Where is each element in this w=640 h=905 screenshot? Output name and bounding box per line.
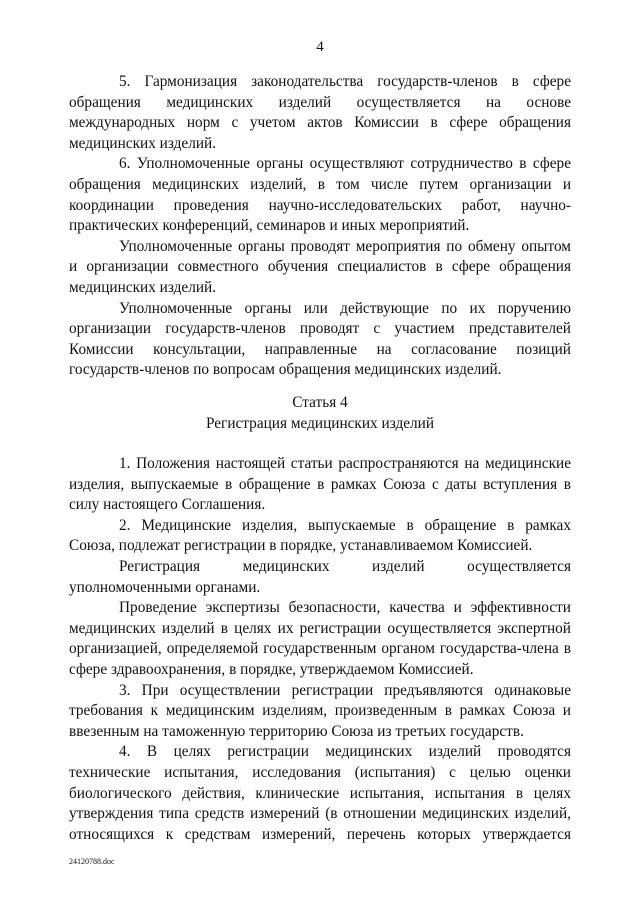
paragraph-experience-exchange: Уполномоченные органы проводят мероприятия по обмену опытом и организации совместного обучения специалистов в сфере обращения медицинских изделий.	[69, 237, 571, 296]
paragraph-item-5: 5. Гармонизация законодательства государств-членов в сфере обращения медицинских изделий осуществляется на основе международных норм с учетом актов Комиссии в сфере обращения медицинских изделий.	[69, 73, 571, 152]
paragraph-item-1: 1. Положения настоящей статьи распространяются на медицинские изделия, выпускаемые в обращение в рамках Союза с даты вступления в силу настоящего Соглашения.	[69, 455, 571, 514]
page-number: 4	[316, 39, 324, 55]
paragraph-item-4: 4. В целях регистрации медицинских изделий проводятся технические испытания, исследования (испытания) с целью оценки биологического действия, клинические испытания, испытания в целях утверждения типа средств измерений (в отношении медицинских изделий, относящихся к средствам измерений, перечень которых утверждается	[69, 743, 571, 843]
paragraph-registration-authority: Регистрация медицинских изделий осуществляется уполномоченными органами.	[69, 558, 571, 596]
paragraph-item-3: 3. При осуществлении регистрации предъявляются одинаковые требования к медицинским изделиям, произведенным в рамках Союза и ввезенным на таможенную территорию Союза из третьих государств.	[69, 681, 571, 740]
paragraph-expertise: Проведение экспертизы безопасности, качества и эффективности медицинских изделий в целях их регистрации осуществляется экспертной организацией, определяемой государственным органом государства-члена в сфере здравоохранения, в порядке, утверждаемом Комиссией.	[69, 599, 571, 679]
paragraph-item-6: 6. Уполномоченные органы осуществляют сотрудничество в сфере обращения медицинских изделий, в том числе путем организации и координации проведения научно-исследовательских работ, научно-практических конференций, семинаров и иных мероприятий.	[69, 155, 571, 235]
paragraph-consultations: Уполномоченные органы или действующие по их поручению организации государств-членов проводят с участием представителей Комиссии консультации, направленные на согласование позиций государств-членов по вопросам обращения медицинских изделий.	[69, 299, 571, 379]
article-heading	[69, 393, 571, 434]
article-title: Регистрация медицинских изделий	[205, 414, 435, 432]
document-body	[69, 72, 571, 845]
article-number: Статья 4	[292, 393, 348, 411]
paragraph-item-2: 2. Медицинские изделия, выпускаемые в обращение в рамках Союза, подлежат регистрации в порядке, устанавливаемом Комиссией.	[69, 516, 571, 555]
footer-doc-code: 24120788.doc	[69, 857, 115, 866]
